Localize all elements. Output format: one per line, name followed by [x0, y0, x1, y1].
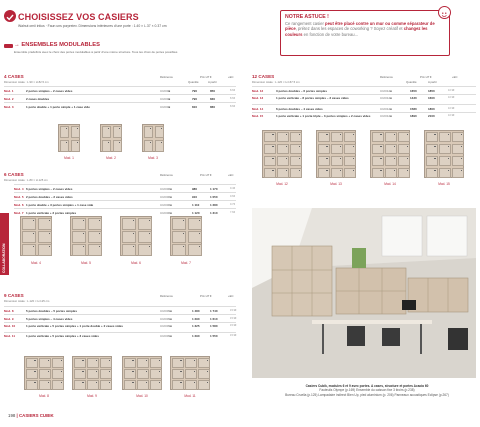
cell-p2: 1 050 — [210, 195, 218, 199]
model-caption: Mod. 6 — [131, 261, 141, 265]
table-row — [252, 94, 476, 104]
cabinet-door — [87, 380, 99, 390]
cabinet-door — [124, 369, 136, 379]
cabinet-door — [426, 132, 438, 143]
cell-p2: 1 280 — [210, 203, 218, 207]
cabinet-model-4-2 — [100, 124, 122, 152]
cabinet-door — [72, 231, 87, 243]
cell-mod: Mod. 13 — [252, 95, 264, 100]
cell-mod: Mod. 9 — [4, 317, 14, 321]
cell-mod: Mod. 12 — [252, 89, 264, 93]
cell-eco: 15.9€ — [230, 323, 237, 327]
cabinet-model-4-1 — [58, 124, 80, 152]
cell-ref: CUI006■ — [160, 211, 172, 215]
cabinet-door — [172, 244, 187, 256]
cell-p1: 1 110 — [192, 203, 200, 207]
cabinet-door — [344, 132, 356, 143]
cabinet-door — [372, 168, 384, 179]
cabinet-door — [124, 380, 136, 390]
cell-eco: 15.9€ — [230, 309, 237, 312]
cabinet-door — [188, 231, 203, 243]
cabinet-door — [452, 132, 464, 143]
cabinet-door — [185, 380, 197, 390]
cabinet-model-6-1 — [20, 216, 52, 256]
cabinet-door — [113, 126, 123, 139]
cabinet-door — [155, 140, 165, 153]
table-row — [4, 94, 236, 102]
cell-eco: 9.6€ — [230, 195, 236, 198]
cabinet-door — [398, 144, 410, 155]
cabinet-door — [138, 218, 153, 230]
cell-p2: 2100 — [428, 113, 435, 118]
cabinet-door — [124, 358, 136, 368]
cell-eco: 10.9€ — [448, 89, 455, 92]
cell-ref: CUI00■ — [160, 105, 171, 109]
cabinet-door — [344, 144, 356, 155]
cell-p2: 1800 — [428, 107, 435, 111]
cabinet-door — [385, 168, 397, 179]
col-price-9: Prix HT € — [200, 294, 212, 298]
cell-p1: 1580 — [410, 107, 417, 111]
table-row — [252, 104, 476, 112]
col-from-12: A partir — [428, 80, 437, 84]
col-price: Prix HT € — [200, 75, 212, 79]
cell-ref: CUI009■ — [160, 333, 172, 338]
cabinet-door — [122, 244, 137, 256]
table-row — [4, 322, 236, 332]
cell-desc: 6 portes simples – 2 cases vides — [26, 187, 73, 191]
cabinet-door — [264, 144, 276, 155]
cabinet-door — [439, 144, 451, 155]
cell-eco: 10.9€ — [448, 107, 455, 110]
cell-p2: 1 740 — [210, 309, 218, 313]
model-caption: Mod. 10 — [136, 394, 148, 398]
cell-mod: Mod. 4 — [14, 187, 24, 191]
section-sub-4: Dimension totale : L.90 × H.82.5 cm — [4, 80, 49, 84]
cell-ref: CUI006■ — [160, 203, 172, 207]
section-title-4: 4 CASES — [4, 74, 24, 79]
cell-desc: 5 portes doubles – 5 portes simples — [26, 309, 78, 313]
cell-p2: 1 580 — [210, 323, 218, 328]
table-row — [14, 192, 236, 200]
cabinet-door — [38, 231, 53, 243]
cell-p2: 1 310 — [210, 211, 218, 215]
smiley-icon — [438, 6, 451, 19]
cell-desc: 1 porte verticale + 3 portes simples — [26, 211, 77, 215]
cell-mod: Mod. 6 — [14, 203, 24, 207]
cabinet-door — [172, 380, 184, 390]
cabinet-door — [150, 358, 162, 368]
cabinet-door — [52, 380, 64, 390]
cabinet-door — [100, 358, 112, 368]
cell-mod: Mod. 5 — [14, 195, 24, 199]
cell-desc: 1 porte double + 1 porte simple + 1 case vide — [26, 105, 90, 109]
cabinet-model-9-3 — [122, 356, 162, 390]
cabinet-door — [100, 369, 112, 379]
cabinet-door — [318, 168, 330, 179]
cabinet-door — [172, 218, 187, 230]
cabinet-model-9-1 — [24, 356, 64, 390]
cell-ref: CUI012■ — [380, 107, 392, 111]
cell-ref: CUI009■ — [160, 309, 172, 313]
table-row — [4, 306, 236, 314]
cabinet-door — [172, 369, 184, 379]
ensemble-tag — [4, 44, 13, 48]
cell-p2: 1850 — [428, 89, 435, 93]
cabinet-door — [102, 140, 112, 153]
col-price-6: Prix HT € — [200, 173, 212, 177]
cell-eco: 8.6€ — [230, 89, 236, 92]
cabinet-door — [52, 358, 64, 368]
cell-mod: Mod. 7 — [14, 211, 24, 215]
cell-eco: 8.6€ — [230, 105, 236, 108]
cell-p2: 1 610 — [210, 317, 218, 321]
cabinet-door — [74, 358, 86, 368]
table-9 — [4, 306, 236, 342]
cell-mod: Mod. 11 — [4, 333, 16, 338]
cell-desc: 6 portes doubles – 4 cases vides — [276, 107, 323, 111]
cabinet-door — [122, 218, 137, 230]
cell-ref: CUI012■ — [380, 95, 392, 100]
cabinet-door — [344, 168, 356, 179]
cabinet-door — [52, 369, 64, 379]
cell-ref: CUI012■ — [380, 113, 392, 118]
cell-eco: 7.6€ — [230, 211, 236, 214]
cell-p1: 790 — [192, 97, 198, 101]
cabinet-door — [290, 168, 302, 179]
cabinet-door — [426, 144, 438, 155]
col-eco-12: +EC — [452, 75, 458, 79]
cell-p1: 1 325 — [192, 323, 200, 328]
table-row — [252, 86, 476, 94]
cabinet-door — [71, 140, 81, 153]
cabinet-door — [331, 132, 343, 143]
cell-mod: Mod. 15 — [252, 113, 264, 118]
cell-desc: 5 portes simples – 4 cases vides — [26, 317, 73, 321]
cabinet-model-12-1 — [262, 130, 302, 178]
model-caption: Mod. 12 — [276, 182, 288, 186]
cell-p2: 830 — [210, 97, 216, 101]
col-eco: +EC — [228, 75, 234, 79]
model-caption: Mod. 4 — [31, 261, 41, 265]
cabinet-model-12-3 — [370, 130, 410, 178]
cabinet-door — [26, 369, 38, 379]
cabinet-door — [60, 126, 70, 139]
cell-mod: Mod. 2 — [4, 97, 14, 101]
cabinet-door — [331, 156, 343, 167]
cabinet-door — [22, 218, 37, 230]
cabinet-model-4-3 — [142, 124, 164, 152]
cabinet-door — [138, 244, 153, 256]
cabinet-door — [318, 144, 330, 155]
cabinet-door — [87, 358, 99, 368]
col-unit-12: Quantité — [406, 80, 417, 84]
cell-mod: Mod. 3 — [4, 105, 14, 109]
cell-p1: 1890 — [410, 113, 417, 118]
cabinet-door — [38, 244, 53, 256]
cabinet-door — [426, 156, 438, 167]
cell-p2: 860 — [210, 105, 216, 109]
cabinet-door — [60, 140, 70, 153]
cabinet-door — [331, 168, 343, 179]
model-caption: Mod. 2 — [106, 156, 116, 160]
page-footer: 198 | CASIERS CUBIK — [8, 413, 54, 418]
cabinet-door — [264, 132, 276, 143]
cabinet-model-6-3 — [120, 216, 152, 256]
cell-p1: 1 290 — [192, 317, 200, 321]
section-side-tab: COLLABORATION — [0, 213, 9, 275]
cabinet-door — [144, 126, 154, 139]
table-row — [4, 102, 236, 110]
cabinet-door — [198, 358, 210, 368]
cabinet-door — [88, 231, 103, 243]
cabinet-door — [72, 218, 87, 230]
cabinet-door — [155, 126, 165, 139]
cabinet-model-9-4 — [170, 356, 210, 390]
cabinet-door — [88, 244, 103, 256]
cabinet-door — [290, 144, 302, 155]
cabinet-door — [172, 358, 184, 368]
cell-ref: CUI009■ — [160, 317, 172, 321]
cabinet-door — [439, 132, 451, 143]
cabinet-door — [277, 132, 289, 143]
cabinet-door — [385, 132, 397, 143]
model-caption: Mod. 3 — [148, 156, 158, 160]
cabinet-door — [385, 144, 397, 155]
col-ref: Référence — [160, 75, 173, 79]
cabinet-door — [26, 358, 38, 368]
col-eco-9: +EC — [228, 294, 234, 298]
cabinet-door — [87, 369, 99, 379]
model-caption: Mod. 11 — [184, 394, 196, 398]
cabinet-door — [398, 132, 410, 143]
model-caption: Mod. 8 — [39, 394, 49, 398]
cabinet-model-6-2 — [70, 216, 102, 256]
cell-p1: 910 — [192, 195, 198, 199]
cabinet-door — [137, 369, 149, 379]
model-caption: Mod. 15 — [438, 182, 450, 186]
page-subtitle: Walnut ornii intius · Faun uns porpreiev. Dimensions intérieures d'une porte : 1.40 × L.37 × 0.37 cm — [18, 24, 167, 28]
cabinet-door — [439, 168, 451, 179]
cabinet-door — [331, 144, 343, 155]
table-row — [252, 112, 476, 122]
cabinet-door — [102, 126, 112, 139]
section-title-9: 9 CASES — [4, 293, 24, 298]
cabinet-door — [188, 218, 203, 230]
section-sub-9: Dimension totale : L.120 × H.125 cm — [4, 299, 50, 303]
cabinet-door — [137, 358, 149, 368]
col-ref-9: Référence — [160, 294, 173, 298]
cell-p1: 1430 — [410, 95, 417, 100]
cell-eco: 15.9€ — [230, 333, 237, 337]
col-ref-12: Référence — [380, 75, 393, 79]
table-row — [4, 86, 236, 94]
table-row — [14, 200, 236, 208]
cell-p1: 810 — [192, 105, 198, 109]
cabinet-door — [72, 244, 87, 256]
table-4 — [4, 86, 236, 110]
cabinet-door — [264, 168, 276, 179]
photo-caption: Casiers Cubik, modules 6 et 9 avec portes. A cases, structure et portes Acacia 60 Fauteuils Olympe (p.169) Ensemble du caisson fixe 3 tiroirs (p.238) Bureau Cruella (p.125) Lampadaire indirect Bien Up, pied aluminium (p. 206) Panneaux acoustiques Eclipse (p.267) — [285, 384, 449, 397]
cabinet-door — [88, 218, 103, 230]
cell-p2: 850 — [210, 89, 216, 93]
cabinet-door — [372, 144, 384, 155]
cabinet-door — [385, 156, 397, 167]
office-photo — [252, 208, 476, 378]
cell-mod: Mod. 14 — [252, 107, 264, 111]
cabinet-door — [185, 369, 197, 379]
cabinet-door — [137, 380, 149, 390]
cabinet-door — [138, 231, 153, 243]
cabinet-door — [452, 168, 464, 179]
cabinet-door — [452, 156, 464, 167]
section-title-12: 12 CASES — [252, 74, 275, 79]
section-sub-6: Dimension totale : L.80 × H.125 cm — [4, 178, 48, 182]
cabinet-door — [39, 358, 51, 368]
cell-desc: 2 cases doubles — [26, 97, 50, 101]
cell-p1: 1 290 — [192, 333, 200, 338]
cell-p2: 1 550 — [210, 333, 218, 338]
cell-ref: CUI00■ — [160, 97, 171, 101]
table-row — [14, 208, 236, 216]
cell-p1: 980 — [192, 187, 198, 191]
cell-eco: 8.6€ — [230, 97, 236, 100]
cabinet-model-12-2 — [316, 130, 356, 178]
cell-eco: 9.4€ — [230, 187, 236, 190]
cabinet-door — [113, 140, 123, 153]
col-eco-6: +EC — [228, 173, 234, 177]
cabinet-door — [318, 132, 330, 143]
cabinet-door — [277, 168, 289, 179]
cabinet-door — [144, 140, 154, 153]
model-caption: Mod. 7 — [181, 261, 191, 265]
cell-desc: 1 porte verticale + 5 portes simples + 1 porte double + 2 cases vides — [26, 323, 123, 328]
cabinet-door — [198, 380, 210, 390]
cabinet-door — [344, 156, 356, 167]
cabinet-door — [100, 380, 112, 390]
cell-mod: Mod. 10 — [4, 323, 16, 328]
cabinet-door — [372, 156, 384, 167]
cabinet-model-12-4 — [424, 130, 464, 178]
cabinet-door — [39, 380, 51, 390]
cell-desc: 2 portes doubles – 2 cases vides — [26, 195, 73, 199]
cell-ref: CUI006■ — [160, 187, 172, 191]
cell-ref: CUI006■ — [160, 195, 172, 199]
col-unit: Quantité — [188, 80, 199, 84]
cell-desc: 2 portes simples – 2 cases vides — [26, 89, 73, 93]
section-sub-12: Dimension totale : L.120 × H.167.5 cm — [252, 80, 300, 84]
cabinet-door — [22, 244, 37, 256]
cell-desc: 1 porte double + 3 portes simples + 1 case vide — [26, 203, 94, 207]
cabinet-door — [452, 144, 464, 155]
cell-p1: 1 480 — [192, 309, 200, 313]
cell-eco: 10.9€ — [448, 95, 455, 99]
cabinet-door — [277, 156, 289, 167]
cell-desc: 1 porte verticale + 5 portes simples + 3 cases vides — [26, 333, 99, 338]
cell-ref: CUI00■ — [160, 89, 171, 93]
model-caption: Mod. 1 — [64, 156, 74, 160]
section-title-6: 6 CASES — [4, 172, 24, 177]
cabinet-door — [188, 244, 203, 256]
cabinet-door — [290, 156, 302, 167]
table-row — [4, 332, 236, 342]
model-caption: Mod. 13 — [330, 182, 342, 186]
cabinet-door — [22, 231, 37, 243]
cell-p2: 1 170 — [210, 187, 218, 191]
cabinet-door — [122, 231, 137, 243]
table-12 — [252, 86, 476, 122]
cabinet-door — [150, 369, 162, 379]
tip-text: Ce rangement casier peut être placé contre un mur ou comme séparateur de pièce, prétez dans les espaces de coworking ? Soyez créatif et changez les couleurs en fonction de votre bureau... — [285, 21, 435, 37]
cell-mod: Mod. 1 — [4, 89, 14, 93]
model-caption: Mod. 9 — [87, 394, 97, 398]
cabinet-door — [290, 132, 302, 143]
cabinet-door — [74, 369, 86, 379]
cabinet-door — [426, 168, 438, 179]
check-icon — [4, 10, 16, 22]
cell-p1: 1650 — [410, 89, 417, 93]
cell-p2: 1600 — [428, 95, 435, 100]
cabinet-door — [439, 156, 451, 167]
cabinet-door — [264, 156, 276, 167]
cell-desc: 1 porte verticale + 1 porte triple – 3 portes simples + 2 cases vides — [276, 113, 371, 118]
cell-p1: 1 120 — [192, 211, 200, 215]
cell-ref: CUI012■ — [380, 89, 392, 93]
tip-title: NOTRE ASTUCE ! — [285, 14, 329, 20]
cabinet-door — [39, 369, 51, 379]
cabinet-door — [26, 380, 38, 390]
cell-mod: Mod. 8 — [4, 309, 14, 313]
cell-ref: CUI009■ — [160, 323, 172, 328]
cell-desc: 3 portes doubles – 6 portes simples — [276, 89, 328, 93]
cabinet-door — [185, 358, 197, 368]
table-row — [4, 314, 236, 322]
cabinet-door — [172, 231, 187, 243]
table-row — [14, 184, 236, 192]
cell-eco: 15.9€ — [230, 317, 237, 320]
cabinet-door — [398, 156, 410, 167]
col-from: A partir — [208, 80, 217, 84]
cell-eco: 10.9€ — [448, 113, 455, 117]
cabinet-door — [198, 369, 210, 379]
ensembles-title: → ENSEMBLES MODULABLES — [14, 42, 101, 48]
col-ref-6: Référence — [160, 173, 173, 177]
table-6 — [14, 184, 236, 216]
cabinet-door — [74, 380, 86, 390]
cell-eco: 9.7€ — [230, 203, 236, 206]
cabinet-door — [318, 156, 330, 167]
cabinet-model-6-4 — [170, 216, 202, 256]
ensembles-text: Ensemble prédéfinis avec le choix des portes modulables à partir d'une même structure. Tous les choix de portes possibles — [14, 50, 178, 54]
cell-p1: 790 — [192, 89, 198, 93]
model-caption: Mod. 14 — [384, 182, 396, 186]
model-caption: Mod. 5 — [81, 261, 91, 265]
col-price-12: Prix HT € — [420, 75, 432, 79]
cell-desc: 1 porte verticale – 8 portes simples – 3 cases vides — [276, 95, 349, 100]
cabinet-door — [398, 168, 410, 179]
cabinet-door — [277, 144, 289, 155]
page-title: CHOISISSEZ VOS CASIERS — [18, 12, 139, 22]
cabinet-door — [372, 132, 384, 143]
cabinet-door — [150, 380, 162, 390]
cabinet-model-9-2 — [72, 356, 112, 390]
cabinet-door — [38, 218, 53, 230]
cabinet-door — [71, 126, 81, 139]
